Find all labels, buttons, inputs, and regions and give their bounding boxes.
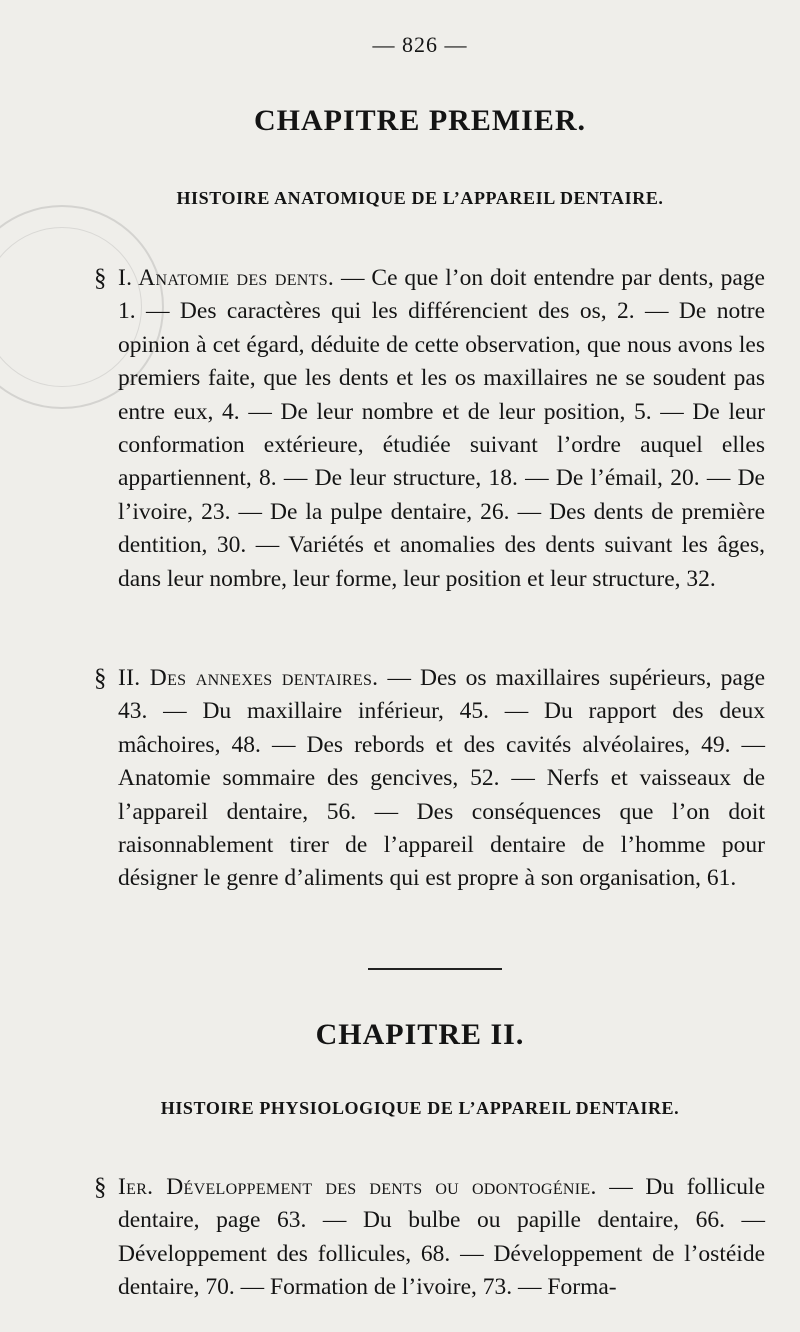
section-2-text: — Des os maxillaires supérieurs, page 43. — Du maxillaire inférieur, 45. — Du rapport des deux mâchoires, 48. — Des rebords et des cavités alvéolaires, 49. — Anatomie sommaire des gencives, 52. — Nerfs et vaisseaux de l’appareil dentaire, 56. — Des conséquences que l’on doit raisonnablement tirer de l’appareil dentaire de l’homme pour désigner le genre d’aliments qui est propre à son organisation, 61. [118, 665, 765, 892]
section-mark: § [94, 665, 107, 692]
section-3-paragraph [94, 1171, 766, 1305]
section-1-paragraph [94, 262, 765, 596]
section-2-heading: II. Des annexes dentaires. [118, 665, 379, 691]
chapter-2-subtitle: HISTOIRE PHYSIOLOGIQUE DE L’APPAREIL DENTAIRE. [160, 1098, 680, 1118]
separator-rule [368, 968, 502, 970]
section-3-text: — Du follicule dentaire, page 63. — Du bulbe ou papille dentaire, 66. — Développement des follicules, 68. — Développement de l’ostéide dentaire, 70. — Formation de l’ivoire, 73. — Forma- [118, 1174, 766, 1301]
section-mark: § [94, 265, 107, 292]
section-2-paragraph [94, 662, 765, 896]
chapter-2-title: CHAPITRE II. [315, 1018, 525, 1051]
page-number: — 826 — [372, 32, 468, 57]
section-1-text: — Ce que l’on doit entendre par dents, page 1. — Des caractères qui les différencient des os, 2. — De notre opinion à cet égard, déduite de cette observation, que nous avons les premiers faite, que les dents et les os maxillaires ne se soudent pas entre eux, 4. — De leur nombre et de leur position, 5. — De leur conformation extérieure, étudiée suivant l’ordre auquel elles appartiennent, 8. — De leur structure, 18. — De l’émail, 20. — De l’ivoire, 23. — De la pulpe dentaire, 26. — Des dents de première dentition, 30. — Variétés et anomalies des dents suivant les âges, dans leur nombre, leur forme, leur position et leur structure, 32. [118, 265, 765, 592]
section-3-heading: Ier. Développement des dents ou odontogénie. [118, 1174, 597, 1200]
chapter-1-subtitle: HISTOIRE ANATOMIQUE DE L’APPAREIL DENTAIRE. [176, 188, 664, 208]
chapter-1-title: CHAPITRE PREMIER. [253, 104, 586, 137]
section-1-heading: I. Anatomie des dents. [118, 265, 335, 291]
section-mark: § [94, 1174, 107, 1201]
